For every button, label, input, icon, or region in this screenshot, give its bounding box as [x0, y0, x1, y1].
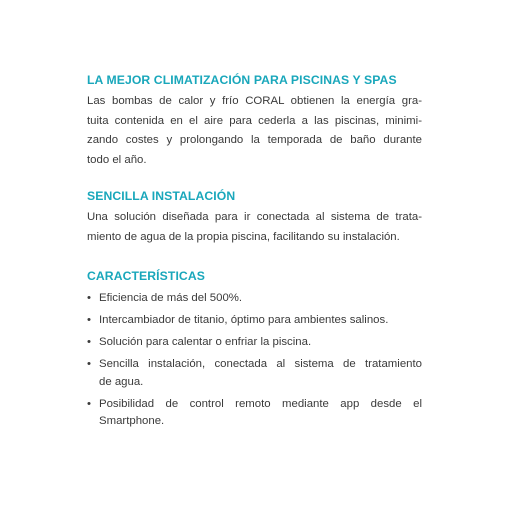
list-item: [87, 334, 422, 352]
paragraph-line: Las bombas de calor y frío CORAL obtienen la energía gra-: [87, 95, 422, 107]
section-climatizacion: [87, 72, 422, 170]
list-item: [87, 290, 422, 308]
paragraph-line: zando costes y prolongando la temporada de baño durante: [87, 134, 422, 147]
list-item: [87, 356, 422, 391]
section-caracteristicas: [87, 268, 422, 435]
list-item-line: de agua.: [99, 375, 144, 388]
list-item-text: [99, 290, 422, 308]
section-heading: CARACTERÍSTICAS: [87, 269, 205, 283]
list-item-line: Posibilidad de control remoto mediante app desde el: [99, 397, 422, 410]
bullet-icon: •: [87, 358, 91, 370]
list-item: [87, 312, 422, 330]
list-item-line: Solución para calentar o enfriar la piscina.: [99, 336, 312, 348]
bullet-icon: •: [87, 397, 91, 410]
section-heading: SENCILLA INSTALACIÓN: [87, 189, 236, 203]
bullet-icon: •: [87, 314, 91, 326]
list-item-text: [99, 396, 422, 431]
list-item-line: Smartphone.: [99, 415, 165, 427]
bullet-icon: •: [87, 292, 91, 304]
paragraph-line: miento de agua de la propia piscina, facilitando su instalación.: [87, 230, 400, 243]
bullet-icon: •: [87, 336, 91, 348]
list-item-line: Eficiencia de más del 500%.: [99, 292, 243, 304]
section-heading: LA MEJOR CLIMATIZACIÓN PARA PISCINAS Y SPAS: [87, 73, 397, 87]
list-item-line: Sencilla instalación, conectada al sistema de tratamiento: [99, 358, 422, 370]
list-item: [87, 396, 422, 431]
paragraph-line: Una solución diseñada para ir conectada al sistema de trata-: [87, 211, 422, 223]
list-item-line: Intercambiador de titanio, óptimo para ambientes salinos.: [99, 314, 389, 326]
section-paragraph: [87, 92, 422, 170]
paragraph-line: todo el año.: [87, 153, 147, 166]
list-item-text: [99, 312, 422, 330]
features-list: [87, 290, 422, 431]
list-item-text: [99, 356, 422, 391]
section-paragraph: [87, 208, 422, 247]
list-item-text: [99, 334, 422, 352]
paragraph-line: tuita contenida en el aire para cederla a las piscinas, minimi-: [87, 114, 422, 127]
section-instalacion: [87, 188, 422, 247]
